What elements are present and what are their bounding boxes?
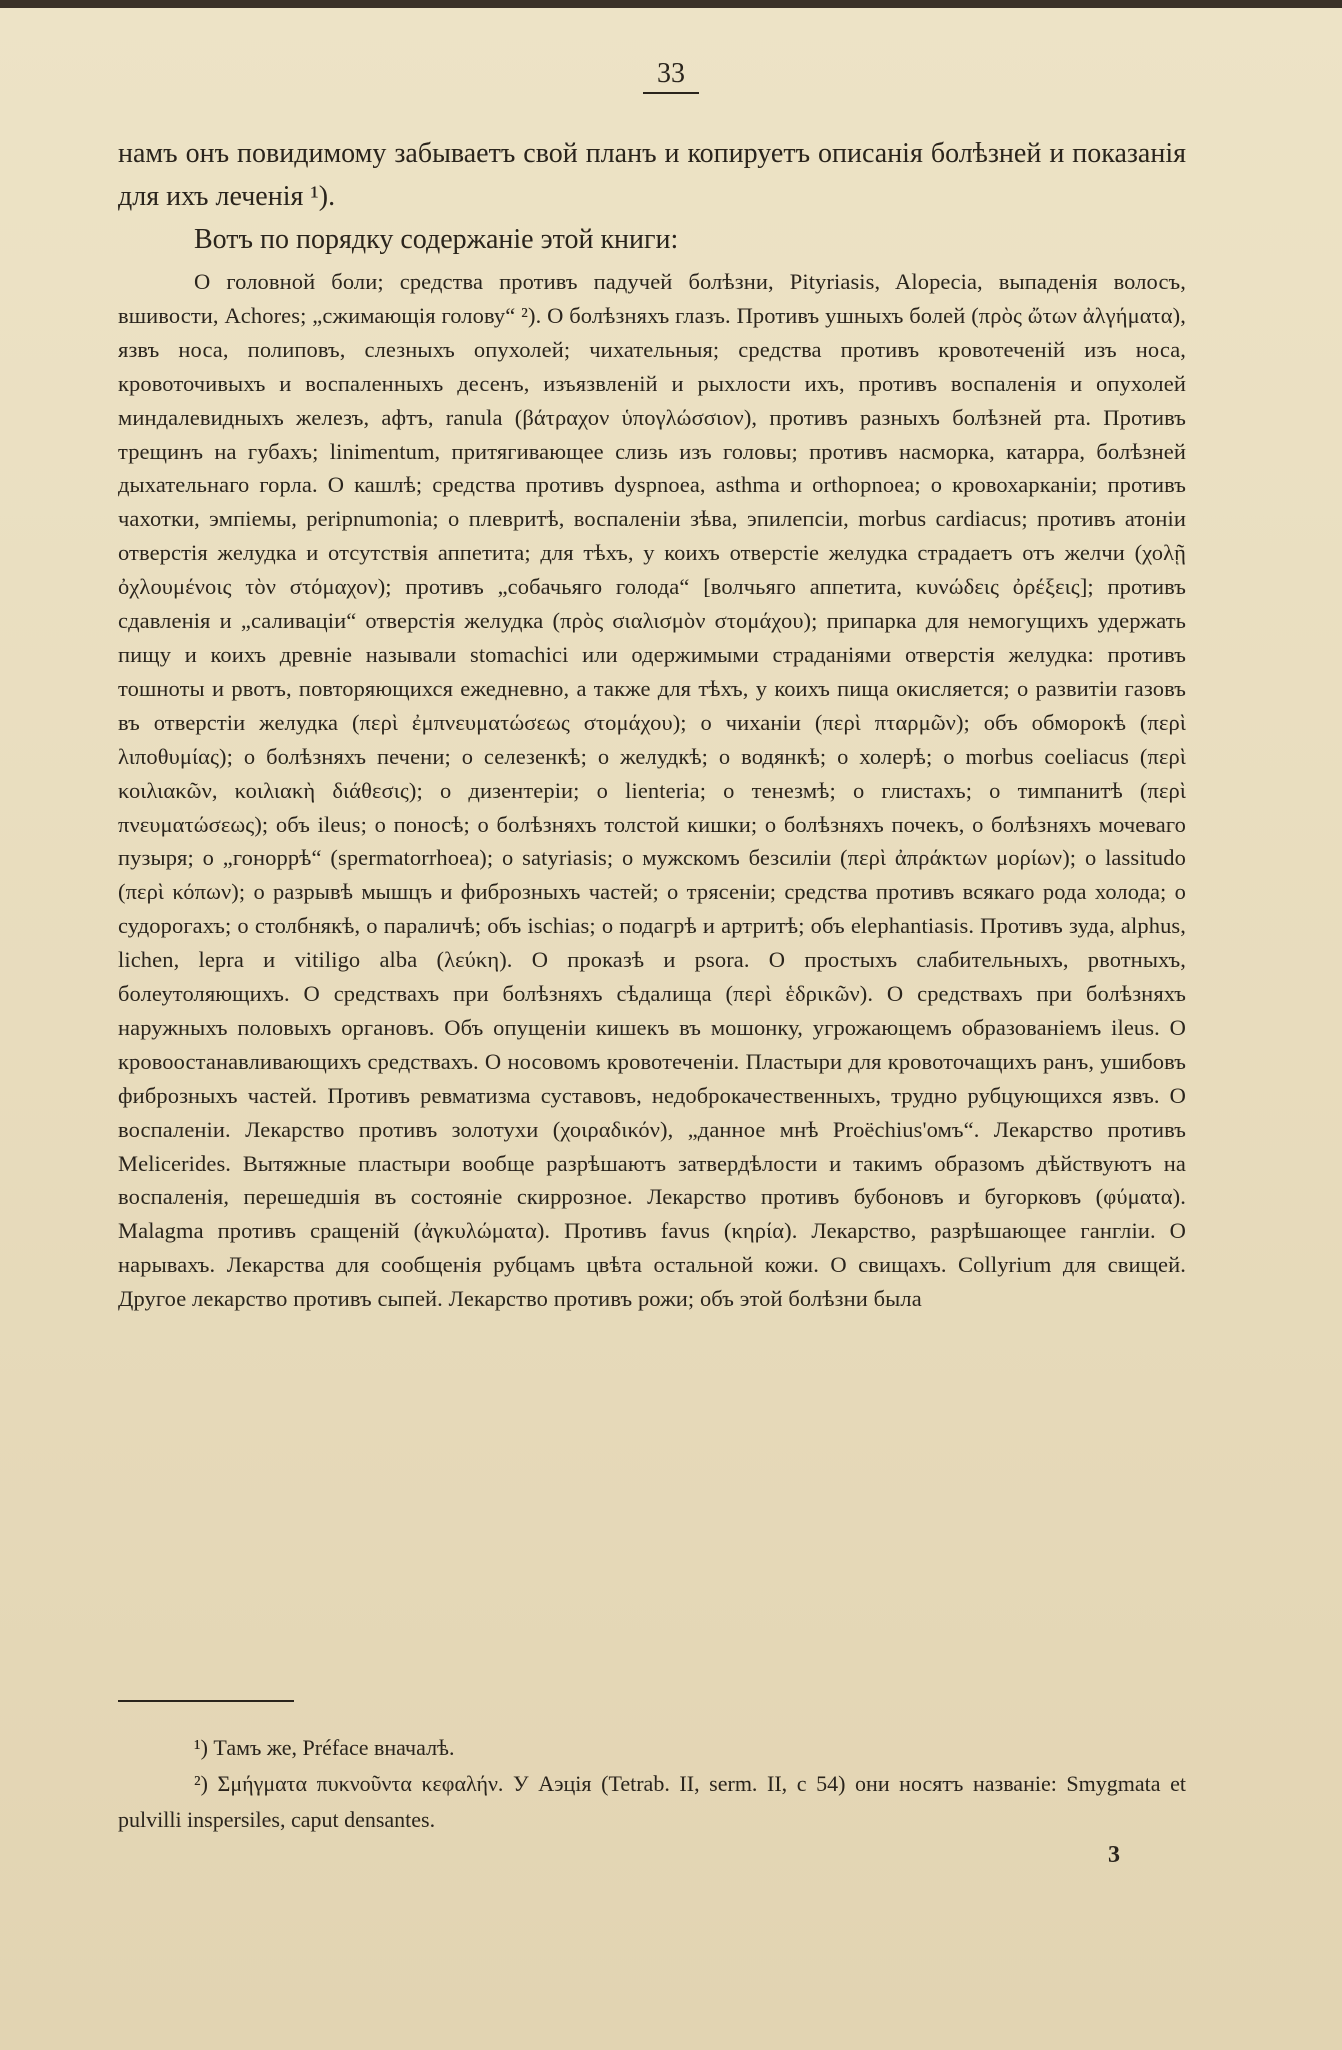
top-border [0,0,1342,8]
footnote-2: ²) Σμήγματα πυκνοῦντα κεφαλήν. У Аэція (Tetrab. II, serm. II, c 54) они носятъ названіе: Smygmata et pulvilli inspersiles, caput densantes. [118,1771,1186,1832]
intro-paragraph: Вотъ по порядку содержаніе этой книги: [194,224,679,255]
main-paragraph: О головной боли; средства противъ падучей болѣзни, Pityriasis, Alopecia, выпаденія волосъ, вшивости, Achores; „сжимающія голову“ ²). О болѣзняхъ глазъ. Противъ ушныхъ болей (πρὸς ὤτων ἀλγήματα), язвъ носа, полиповъ, слезныхъ опухолей; чихательныя; средства противъ кровотеченій изъ носа, кровоточивыхъ и воспаленныхъ десенъ, изъязвленій и рыхлости ихъ, противъ воспаленія и опухолей миндалевидныхъ железъ, афтъ, ranula (βάτραχον ὑπογλώσσιον), противъ разныхъ болѣзней рта. Противъ трещинъ на губахъ; linimentum, притягивающее слизь изъ головы; противъ насморка, катарра, болѣзней дыхательнаго горла. О кашлѣ; средства противъ dyspnoea, asthma и orthopnoea; о кровохарканіи; противъ чахотки, эмпіемы, peripnumonia; о плевритѣ, воспаленіи зѣва, эпилепсіи, morbus cardiacus; противъ атоніи отверстія желудка и отсутствія аппетита; для тѣхъ, у коихъ отверстіе желудка страдаетъ отъ желчи (χολῇ ὀχλουμένοις τὸν στόμαχον); противъ „собачьяго голода“ [волчьяго аппетита, κυνώδεις ὀρέξεις]; противъ сдавленія и „саливаціи“ отверстія желудка (πρὸς σιαλισμὸν στομάχου); припарка для немогущихъ удержать пищу и коихъ древніе называли stomachici или одержимыми страданіями отверстія желудка: противъ тошноты и рвотъ, повторяющихся ежедневно, а также для тѣхъ, у коихъ пища окисляется; о развитіи газовъ въ отверстіи желудка (περὶ ἐμπνευματώσεως στομάχου); о чиханіи (περὶ πταρμῶν); объ обморокѣ (περὶ λιποθυμίας); о болѣзняхъ печени; о селезенкѣ; о желудкѣ; о водянкѣ; о холерѣ; о morbus coeliacus (περὶ κοιλιακῶν, κοιλιακὴ διάθεσις); о дизентеріи; о lienteria; о тенезмѣ; о глистахъ; о тимпанитѣ (περὶ πνευματώσεως); объ ileus; о поносѣ; о болѣзняхъ толстой кишки; о болѣзняхъ почекъ, о болѣзняхъ мочеваго пузыря; о „гоноррѣ“ (spermatorrhoea); о satyriasis; о мужскомъ безсиліи (περὶ ἀπράκτων μορίων); о lassitudo (περὶ κόπων); о разрывѣ мышцъ и фиброзныхъ частей; о трясеніи; средства противъ всякаго рода холода; о судорогахъ; о столбнякѣ, о параличѣ; объ ischias; о подагрѣ и артритѣ; объ elephantiasis. Противъ зуда, alphus, lichen, lepra и vitiligo alba (λεύκη). О проказѣ и psora. О простыхъ слабительныхъ, рвотныхъ, болеутоляющихъ. О средствахъ при болѣзняхъ сѣдалища (περὶ ἑδρικῶν). О средствахъ при болѣзняхъ наружныхъ половыхъ органовъ. Объ опущеніи кишекъ въ мошонку, угрожающемъ образованіемъ ileus. О кровоостанавливающихъ средствахъ. О носовомъ кровотеченіи. Пластыри для кровоточащихъ ранъ, ушибовъ фиброзныхъ частей. Противъ ревматизма суставовъ, недоброкачественныхъ, трудно рубцующихся язвъ. О воспаленіи. Лекарство противъ золотухи (χοιραδικόν), „данное мнѣ Proëchius'омъ“. Лекарство противъ Melicerides. Вытяжные пластыри вообще разрѣшаютъ затвердѣлости и такимъ образомъ дѣйствуютъ на воспаленія, перешедшія въ состояніе скиррозное. Лекарство противъ бубоновъ и бугорковъ (φύματα). Malagma противъ сращеній (ἀγκυλώματα). Противъ favus (κηρία). Лекарство, разрѣшающее гангліи. О нарывахъ. Лекарства для сообщенія рубцамъ цвѣта остальной кожи. О свищахъ. Collyrium для свищей. Другое лекарство противъ сыпей. Лекарство противъ рожи; объ этой болѣзни была [118,269,1186,1312]
page-number: 33 [0,58,1342,94]
footnote-1: ¹) Тамъ же, Préface вначалѣ. [194,1735,455,1760]
lead-paragraph: намъ онъ повидимому забываетъ свой планъ и копируетъ описанія болѣзней и показанія для ихъ леченія ¹). [118,138,1186,212]
footnotes [118,1730,1186,1838]
body-text [118,132,1186,1316]
signature-mark: 3 [1108,1842,1120,1868]
footnote-divider [118,1700,294,1702]
